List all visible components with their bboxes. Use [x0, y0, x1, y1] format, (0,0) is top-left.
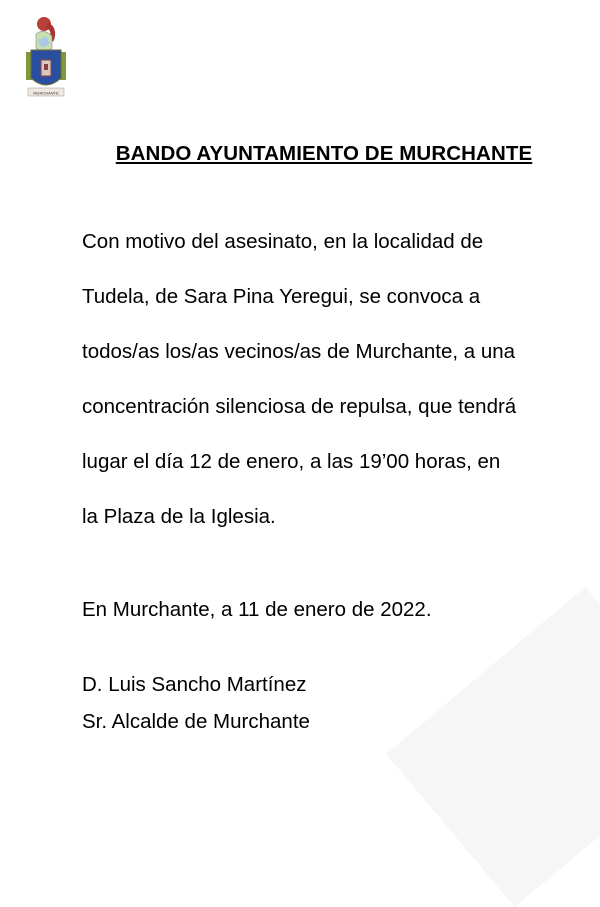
body-line: la Plaza de la Iglesia. — [82, 505, 276, 528]
body-line: concentración silenciosa de repulsa, que tendrá — [82, 395, 517, 418]
body-line: Tudela, de Sara Pina Yeregui, se convoca a — [82, 285, 481, 308]
body-line: todos/as los/as vecinos/as de Murchante, a una — [82, 340, 516, 363]
page-curl-shade — [386, 587, 600, 907]
signature-role: Sr. Alcalde de Murchante — [82, 710, 310, 733]
page-title: BANDO AYUNTAMIENTO DE MURCHANTE — [115, 142, 533, 165]
svg-text:MURCHANTE: MURCHANTE — [33, 90, 59, 96]
date-line: En Murchante, a 11 de enero de 2022. — [82, 598, 432, 621]
signature-name: D. Luis Sancho Martínez — [82, 673, 307, 696]
coat-of-arms-logo — [22, 14, 70, 100]
body-line: lugar el día 12 de enero, a las 19’00 horas, en — [82, 450, 501, 473]
body-line: Con motivo del asesinato, en la localidad de — [82, 230, 484, 253]
